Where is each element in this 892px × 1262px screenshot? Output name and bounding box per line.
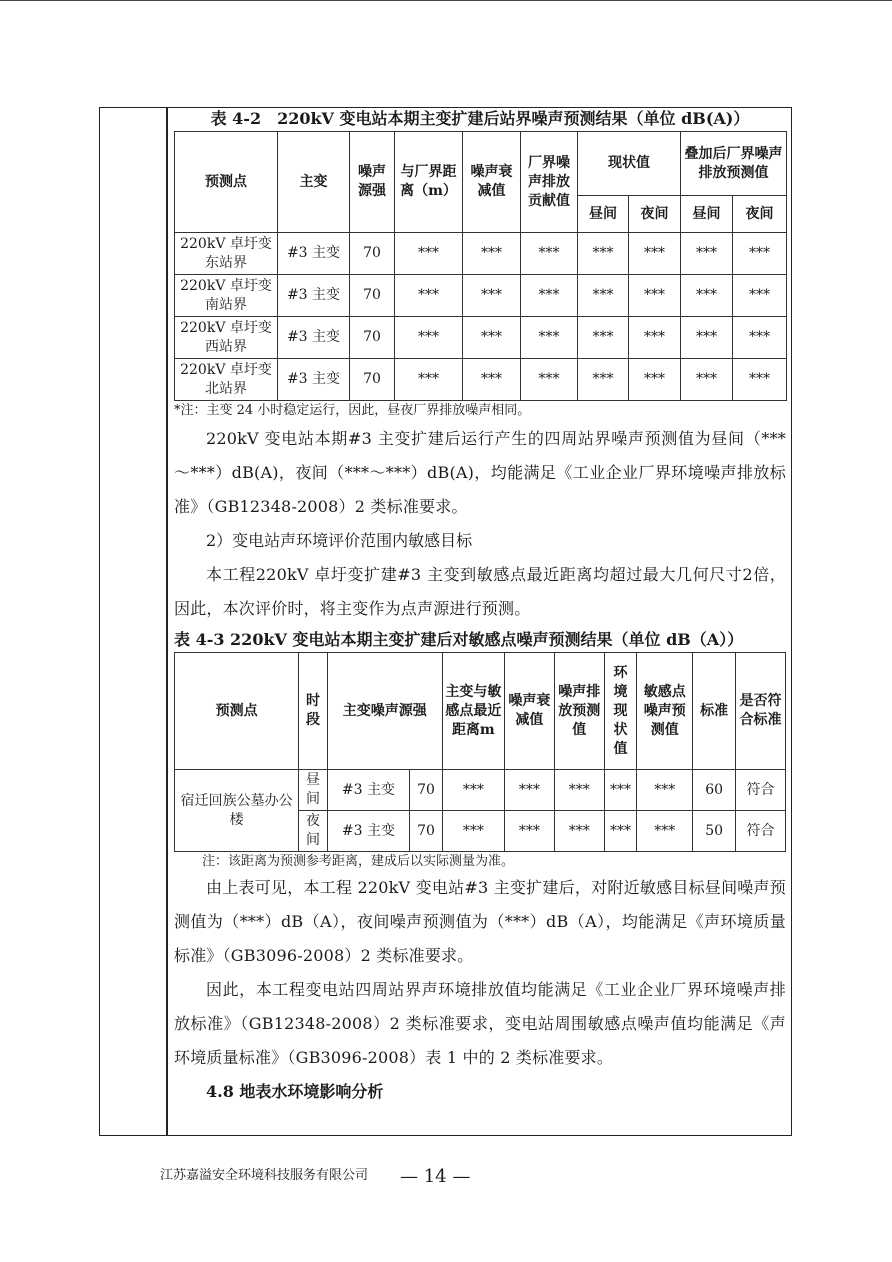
cell-attenuation: *** xyxy=(463,317,521,359)
table-row xyxy=(175,317,787,359)
cell-point: 宿迁回族公墓办公楼 xyxy=(175,770,299,852)
cell-source: 70 xyxy=(350,359,395,401)
header-source: 噪声源强 xyxy=(350,132,395,233)
header-emission: 噪声排放预测值 xyxy=(554,653,604,770)
cell-distance: *** xyxy=(395,275,463,317)
cell-superposed-day: *** xyxy=(681,275,733,317)
cell-transformer: #3 主变 xyxy=(327,811,409,852)
cell-sensitive: *** xyxy=(637,770,693,811)
footer-company: 江苏嘉溢安全环境科技服务有限公司 xyxy=(160,1168,369,1183)
cell-current-day: *** xyxy=(578,317,629,359)
cell-transformer: #3 主变 xyxy=(278,275,350,317)
cell-point: 220kV 卓圩变北站界 xyxy=(175,359,278,401)
header-distance: 与厂界距离（m） xyxy=(395,132,463,233)
cell-current-night: *** xyxy=(629,359,681,401)
table-row xyxy=(175,233,787,275)
cell-emission: *** xyxy=(554,811,604,852)
cell-distance: *** xyxy=(442,770,504,811)
header-contribution: 厂界噪声排放贡献值 xyxy=(521,132,578,233)
frame-divider xyxy=(166,108,168,1135)
cell-env-current: *** xyxy=(604,770,637,811)
cell-attenuation: *** xyxy=(463,233,521,275)
cell-transformer: #3 主变 xyxy=(278,233,350,275)
cell-point: 220kV 卓圩变南站界 xyxy=(175,275,278,317)
table-4-2-caption: 表 4-2 220kV 变电站本期主变扩建后站界噪声预测结果（单位 dB(A)） xyxy=(210,109,750,128)
paragraph-4: 因此，本工程变电站四周站界声环境排放值均能满足《工业企业厂界环境噪声排放标准》（GB12348-2008）2 类标准要求，变电站周围敏感点噪声值均能满足《声环境质量标准》（GB3096-2008）表 1 中的 2 类标准要求。 xyxy=(174,980,786,1067)
cell-current-day: *** xyxy=(578,359,629,401)
cell-standard: 50 xyxy=(693,811,736,852)
cell-attenuation: *** xyxy=(504,811,554,852)
cell-source: 70 xyxy=(350,275,395,317)
header-current: 现状值 xyxy=(578,132,681,196)
cell-superposed-day: *** xyxy=(681,233,733,275)
cell-superposed-night: *** xyxy=(733,275,787,317)
table-4-2 xyxy=(174,131,787,401)
cell-attenuation: *** xyxy=(463,359,521,401)
paragraph-1: 220kV 变电站本期#3 主变扩建后运行产生的四周站界噪声预测值为昼间（***～***）dB(A)，夜间（***～***）dB(A)，均能满足《工业企业厂界环境噪声排放标准》（GB12348-2008）2 类标准要求。 xyxy=(174,429,786,516)
cell-compliance: 符合 xyxy=(736,811,786,852)
cell-transformer: #3 主变 xyxy=(278,359,350,401)
cell-distance: *** xyxy=(395,359,463,401)
cell-period: 昼间 xyxy=(299,770,328,811)
table-row xyxy=(175,275,787,317)
cell-period: 夜间 xyxy=(299,811,328,852)
table-4-3-caption: 表 4-3 220kV 变电站本期主变扩建后对敏感点噪声预测结果（单位 dB（A）） xyxy=(174,630,744,649)
content-area xyxy=(174,107,786,1109)
header-source: 主变噪声源强 xyxy=(327,653,442,770)
cell-superposed-night: *** xyxy=(733,233,787,275)
cell-point: 220kV 卓圩变西站界 xyxy=(175,317,278,359)
cell-superposed-night: *** xyxy=(733,317,787,359)
item-2-heading: 2）变电站声环境评价范围内敏感目标 xyxy=(206,531,473,550)
cell-current-night: *** xyxy=(629,233,681,275)
top-rule xyxy=(0,0,892,1)
page-number: — 14 — xyxy=(400,1166,471,1187)
header-superposed: 叠加后厂界噪声排放预测值 xyxy=(681,132,787,196)
cell-current-night: *** xyxy=(629,317,681,359)
cell-contribution: *** xyxy=(521,233,578,275)
header-period: 时段 xyxy=(299,653,328,770)
header-env-current: 环境现状值 xyxy=(604,653,637,770)
cell-compliance: 符合 xyxy=(736,770,786,811)
cell-contribution: *** xyxy=(521,275,578,317)
cell-source: 70 xyxy=(410,770,443,811)
cell-superposed-night: *** xyxy=(733,359,787,401)
cell-source: 70 xyxy=(350,233,395,275)
cell-source: 70 xyxy=(410,811,443,852)
cell-current-day: *** xyxy=(578,233,629,275)
header-superposed-day: 昼间 xyxy=(681,196,733,233)
table-4-2-note: *注：主变 24 小时稳定运行，因此，昼夜厂界排放噪声相同。 xyxy=(174,403,531,418)
table-4-3 xyxy=(174,652,786,852)
header-standard: 标准 xyxy=(693,653,736,770)
cell-source: 70 xyxy=(350,317,395,359)
cell-current-night: *** xyxy=(629,275,681,317)
cell-distance: *** xyxy=(395,233,463,275)
table-row xyxy=(175,359,787,401)
header-current-day: 昼间 xyxy=(578,196,629,233)
cell-point: 220kV 卓圩变东站界 xyxy=(175,233,278,275)
cell-transformer: #3 主变 xyxy=(278,317,350,359)
cell-sensitive: *** xyxy=(637,811,693,852)
header-distance: 主变与敏感点最近距离m xyxy=(442,653,504,770)
table-4-3-note: 注：该距离为预测参考距离，建成后以实际测量为准。 xyxy=(202,854,515,869)
header-current-night: 夜间 xyxy=(629,196,681,233)
header-point: 预测点 xyxy=(175,653,299,770)
cell-current-day: *** xyxy=(578,275,629,317)
section-4-8-heading: 4.8 地表水环境影响分析 xyxy=(206,1082,384,1101)
header-sensitive: 敏感点噪声预测值 xyxy=(637,653,693,770)
header-attenuation: 噪声衰减值 xyxy=(504,653,554,770)
cell-emission: *** xyxy=(554,770,604,811)
cell-contribution: *** xyxy=(521,359,578,401)
cell-attenuation: *** xyxy=(463,275,521,317)
header-point: 预测点 xyxy=(175,132,278,233)
cell-contribution: *** xyxy=(521,317,578,359)
cell-env-current: *** xyxy=(604,811,637,852)
header-compliance: 是否符合标准 xyxy=(736,653,786,770)
cell-attenuation: *** xyxy=(504,770,554,811)
header-attenuation: 噪声衰减值 xyxy=(463,132,521,233)
cell-distance: *** xyxy=(395,317,463,359)
paragraph-2: 本工程220kV 卓圩变扩建#3 主变到敏感点最近距离均超过最大几何尺寸2倍，因此，本次评价时，将主变作为点声源进行预测。 xyxy=(174,565,786,618)
header-transformer: 主变 xyxy=(278,132,350,233)
cell-distance: *** xyxy=(442,811,504,852)
table-row xyxy=(175,770,786,811)
cell-superposed-day: *** xyxy=(681,317,733,359)
cell-transformer: #3 主变 xyxy=(327,770,409,811)
header-superposed-night: 夜间 xyxy=(733,196,787,233)
paragraph-3: 由上表可见，本工程 220kV 变电站#3 主变扩建后，对附近敏感目标昼间噪声预测值为（***）dB（A），夜间噪声预测值为（***）dB（A），均能满足《声环境质量标准》（GB3096-2008）2 类标准要求。 xyxy=(174,878,786,965)
cell-standard: 60 xyxy=(693,770,736,811)
cell-superposed-day: *** xyxy=(681,359,733,401)
